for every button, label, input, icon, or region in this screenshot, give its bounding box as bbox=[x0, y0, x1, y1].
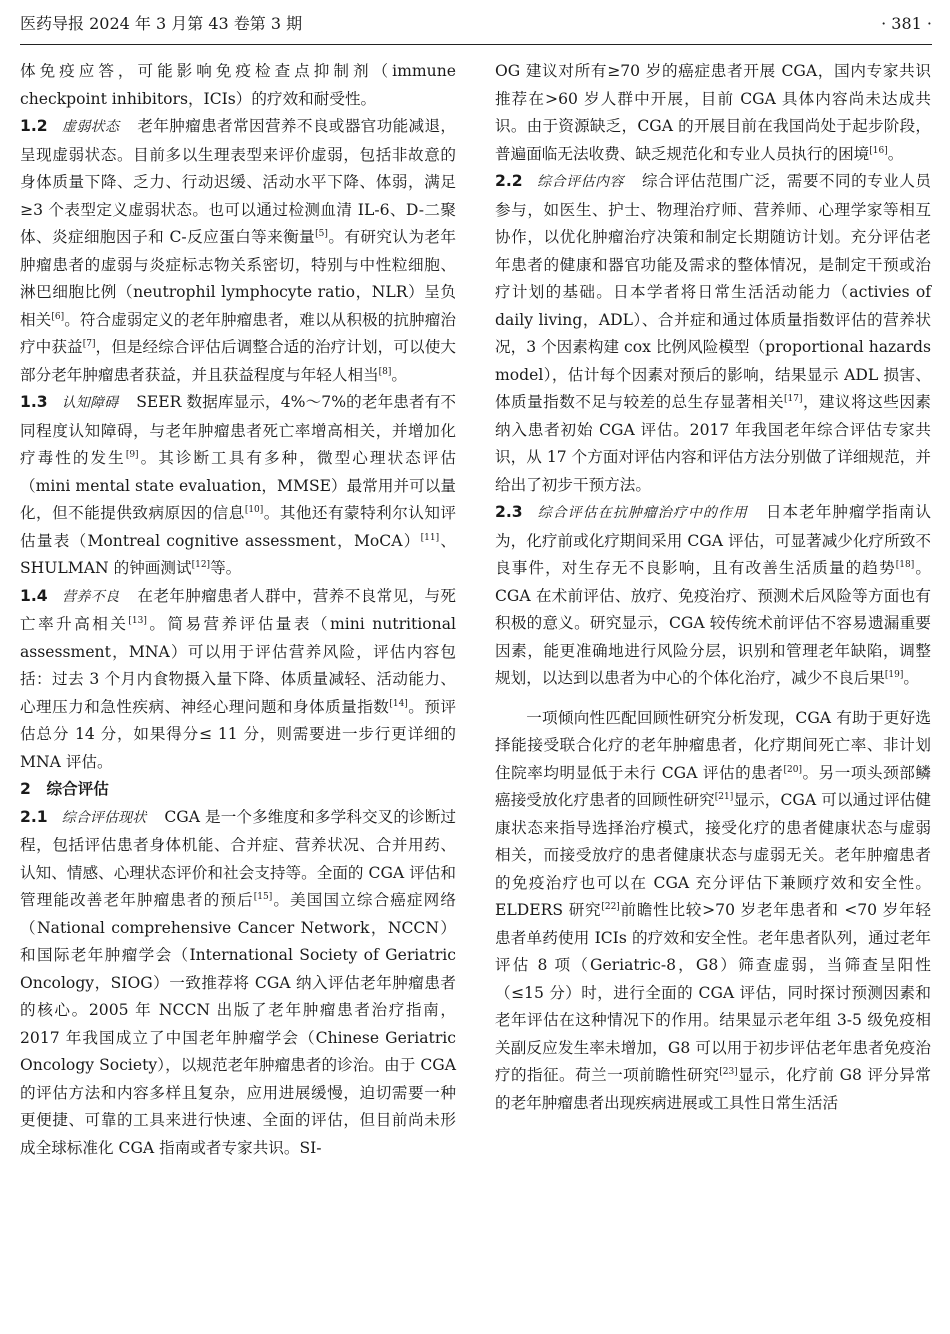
section-number: 1.4 bbox=[20, 586, 48, 605]
left-column bbox=[20, 58, 456, 1162]
citation: [19] bbox=[884, 669, 904, 680]
section-title: 营养不良 bbox=[61, 588, 120, 605]
citation: [7] bbox=[82, 338, 96, 349]
citation: [9] bbox=[125, 449, 139, 460]
right-column bbox=[495, 58, 931, 1117]
citation: [10] bbox=[244, 504, 264, 515]
section-title: 认知障碍 bbox=[61, 395, 119, 411]
section-number: 1.2 bbox=[20, 117, 48, 135]
citation: [14] bbox=[389, 698, 408, 709]
citation: [21] bbox=[714, 791, 734, 802]
section-2-3: 2.3 综合评估在抗肿瘤治疗中的作用 日本老年肿瘤学指南认为，化疗前或化疗期间采用 CGA 评估，可显著减少化疗所致不良事件，对生存无不良影响，且有改善生活质量的趋势[18]。CGA 在术前评估、放疗、免疫治疗、预测术后风险等方面也有积极的意义。研究显示，CGA 较传统术前评估不容易遗漏重要因素，能更准确地进行风险分层，识别和管理老年缺陷，调整规划，以达到以患者为中心的个体化治疗，减少不良后果[19]。 bbox=[495, 503, 931, 687]
section-1-3: 1.3 认知障碍 SEER 数据库显示，4%～7%的老年患者有不同程度认知障碍，与老年肿瘤患者死亡率增高相关，并增加化疗毒性的发生[9]。其诊断工具有多种，微型心理状态评估（mini mental state evaluation，MMSE）最常用并可以量化，但不能提供致病原因的信息[10]。其他还有蒙特利尔认知评估量表（Montreal cognitive assessment，MoCA）[11]、SHULMAN 的钟画测试[12]等。 bbox=[20, 393, 457, 577]
citation: [13] bbox=[128, 615, 147, 626]
paragraph: 一项倾向性匹配回顾性研究分析发现，CGA 有助于更好选择能接受联合化疗的老年肿瘤患者，化疗期间死亡率、非计划住院率均明显低于未行 CGA 评估的患者[20]。另一项头颈部鳞癌接受放化疗患者的回顾性研究[21]显示，CGA 可以通过评估健康状态来指导选择治疗模式，接受化疗的患者健康状态与虚弱相关，而接受放疗的患者健康状态与虚弱无关。老年肿瘤患者的免疫治疗也可以在 CGA 充分评估下兼顾疗效和安全性。ELDERS 研究[22]前瞻性比较>70 岁老年患者和 <70 岁年轻患者单药使用 ICIs 的疗效和安全性。老年患者队列，通过老年评估 8 项（Geriatric-8，G8）筛查虚弱，当筛查呈阳性（≤15 分）时，进行全面的 CGA 评估，同时探讨预测因素和老年评估在这种情况下的作用。结果显示老年组 3-5 级免疫相关副反应发生率未增加，G8 可以用于初步评估老年患者免疫治疗的指征。荷兰一项前瞻性研究[23]显示，化疗前 G8 评分异常的老年肿瘤患者出现疾病进展或工具性日常生活活 bbox=[495, 708, 931, 1112]
citation: [17] bbox=[784, 393, 803, 404]
citation: [8] bbox=[378, 366, 392, 377]
page-number: · 381 · bbox=[881, 14, 932, 33]
section-number: 2.3 bbox=[495, 503, 523, 521]
citation: [16] bbox=[869, 145, 888, 156]
section-2-2: 2.2 综合评估内容 综合评估范围广泛，需要不同的专业人员参与，如医生、护士、物理治疗师、营养师、心理学家等相互协作，以优化肿瘤治疗决策和制定长期随访计划。充分评估老年患者的健康和器官功能及需求的整体情况，是制定干预或治疗计划的基础。日本学者将日常生活活动能力（activies of daily living，ADL）、合并症和通过体质量指数评估的营养状况，3 个因素构建 cox 比例风险模型（proportional hazards model），估计每个因素对预后的影响，结果显示 ADL 损害、体质量指数不足与较差的总生存显著相关[17]，建议将这些因素纳入患者初始 CGA 评估。2017 年我国老年综合评估专家共识，从 17 个方面对评估内容和评估方法分别做了详细规范，并给出了初步干预方法。 bbox=[495, 172, 931, 494]
citation: [20] bbox=[783, 764, 802, 775]
citation: [22] bbox=[601, 901, 620, 912]
section-2-heading: 2 综合评估 bbox=[20, 780, 109, 798]
section-1-2: 1.2 虚弱状态 老年肿瘤患者常因营养不良或器官功能减退，呈现虚弱状态。目前多以生理表型来评价虚弱，包括非故意的身体质量下降、乏力、行动迟缓、活动水平下降、体弱，满足≥3 个表型定义虚弱状态。也可以通过检测血清 IL-6、D-二聚体、炎症细胞因子和 C-反应蛋白等来衡量[5]。有研究认为老年肿瘤患者的虚弱与炎症标志物关系密切，特别与中性粒细胞、淋巴细胞比例（neutrophil lymphocyte ratio，NLR）呈负相关[6]。符合虚弱定义的老年肿瘤患者，难以从积极的抗肿瘤治疗中获益[7]，但是经综合评估后调整合适的治疗计划，可以使大部分老年肿瘤患者获益，并且获益程度与年轻人相当[8]。 bbox=[20, 117, 456, 384]
citation: [15] bbox=[253, 891, 273, 902]
section-1-4: 1.4 营养不良 在老年肿瘤患者人群中，营养不良常见，与死亡率升高相关[13]。简易营养评估量表（mini nutritional assessment，MNA）可以用于评估营养风险，评估内容包括：过去 3 个月内食物摄入量下降、体质量减轻、活动能力、心理压力和急性疾病、神经心理问题和身体质量指数[14]。预评估总分 14 分，如果得分≤ 11 分，则需要进一步行更详细的 MNA 评估。 bbox=[20, 586, 456, 771]
section-title: 虚弱状态 bbox=[61, 119, 120, 135]
paragraph: OG 建议对所有≥70 岁的癌症患者开展 CGA，国内专家共识推荐在>60 岁人群中开展，目前 CGA 具体内容尚未达成共识。由于资源缺乏，CGA 的开展目前在我国尚处于起步阶段，普遍面临无法收费、缺乏规范化和专业人员执行的困境[16]。 bbox=[495, 62, 931, 163]
citation: [12] bbox=[191, 559, 211, 570]
journal-title: 医药导报 2024 年 3 月第 43 卷第 3 期 bbox=[20, 14, 303, 33]
section-number: 2.1 bbox=[20, 807, 48, 826]
citation: [11] bbox=[420, 532, 440, 543]
citation: [5] bbox=[315, 228, 328, 239]
section-title: 综合评估现状 bbox=[61, 809, 147, 826]
section-title: 综合评估内容 bbox=[536, 174, 625, 190]
citation: [23] bbox=[719, 1066, 738, 1077]
section-title: 综合评估在抗肿瘤治疗中的作用 bbox=[536, 505, 748, 521]
section-number: 1.3 bbox=[20, 393, 48, 411]
citation: [18] bbox=[895, 559, 915, 570]
section-2-1: 2.1 综合评估现状 CGA 是一个多维度和多学科交叉的诊断过程，包括评估患者身体机能、合并症、营养状况、合并用药、认知、情感、心理状态评价和社会支持等。全面的 CGA 评估和管理能改善老年肿瘤患者的预后[15]。美国国立综合癌症网络（National comprehensive Cancer Network，NCCN）和国际老年肿瘤学会（International Society of Geriatric Oncology，SIOG）一致推荐将 CGA 纳入评估老年肿瘤患者的核心。2005 年 NCCN 出版了老年肿瘤患者治疗指南，2017 年我国成立了中国老年肿瘤学会（Chinese Geriatric Oncology Society），以规范老年肿瘤患者的诊治。由于 CGA 的评估方法和内容多样且复杂，应用进展缓慢，迫切需要一种更便捷、可靠的工具来进行快速、全面的评估，但目前尚未形成全球标准化 CGA 指南或者专家共识。SI- bbox=[20, 807, 457, 1157]
section-number: 2.2 bbox=[495, 172, 523, 190]
citation: [6] bbox=[51, 311, 65, 322]
paragraph: 体免疫应答，可能影响免疫检查点抑制剂（immune checkpoint inhibitors，ICIs）的疗效和耐受性。 bbox=[20, 62, 456, 108]
running-header bbox=[20, 11, 932, 45]
